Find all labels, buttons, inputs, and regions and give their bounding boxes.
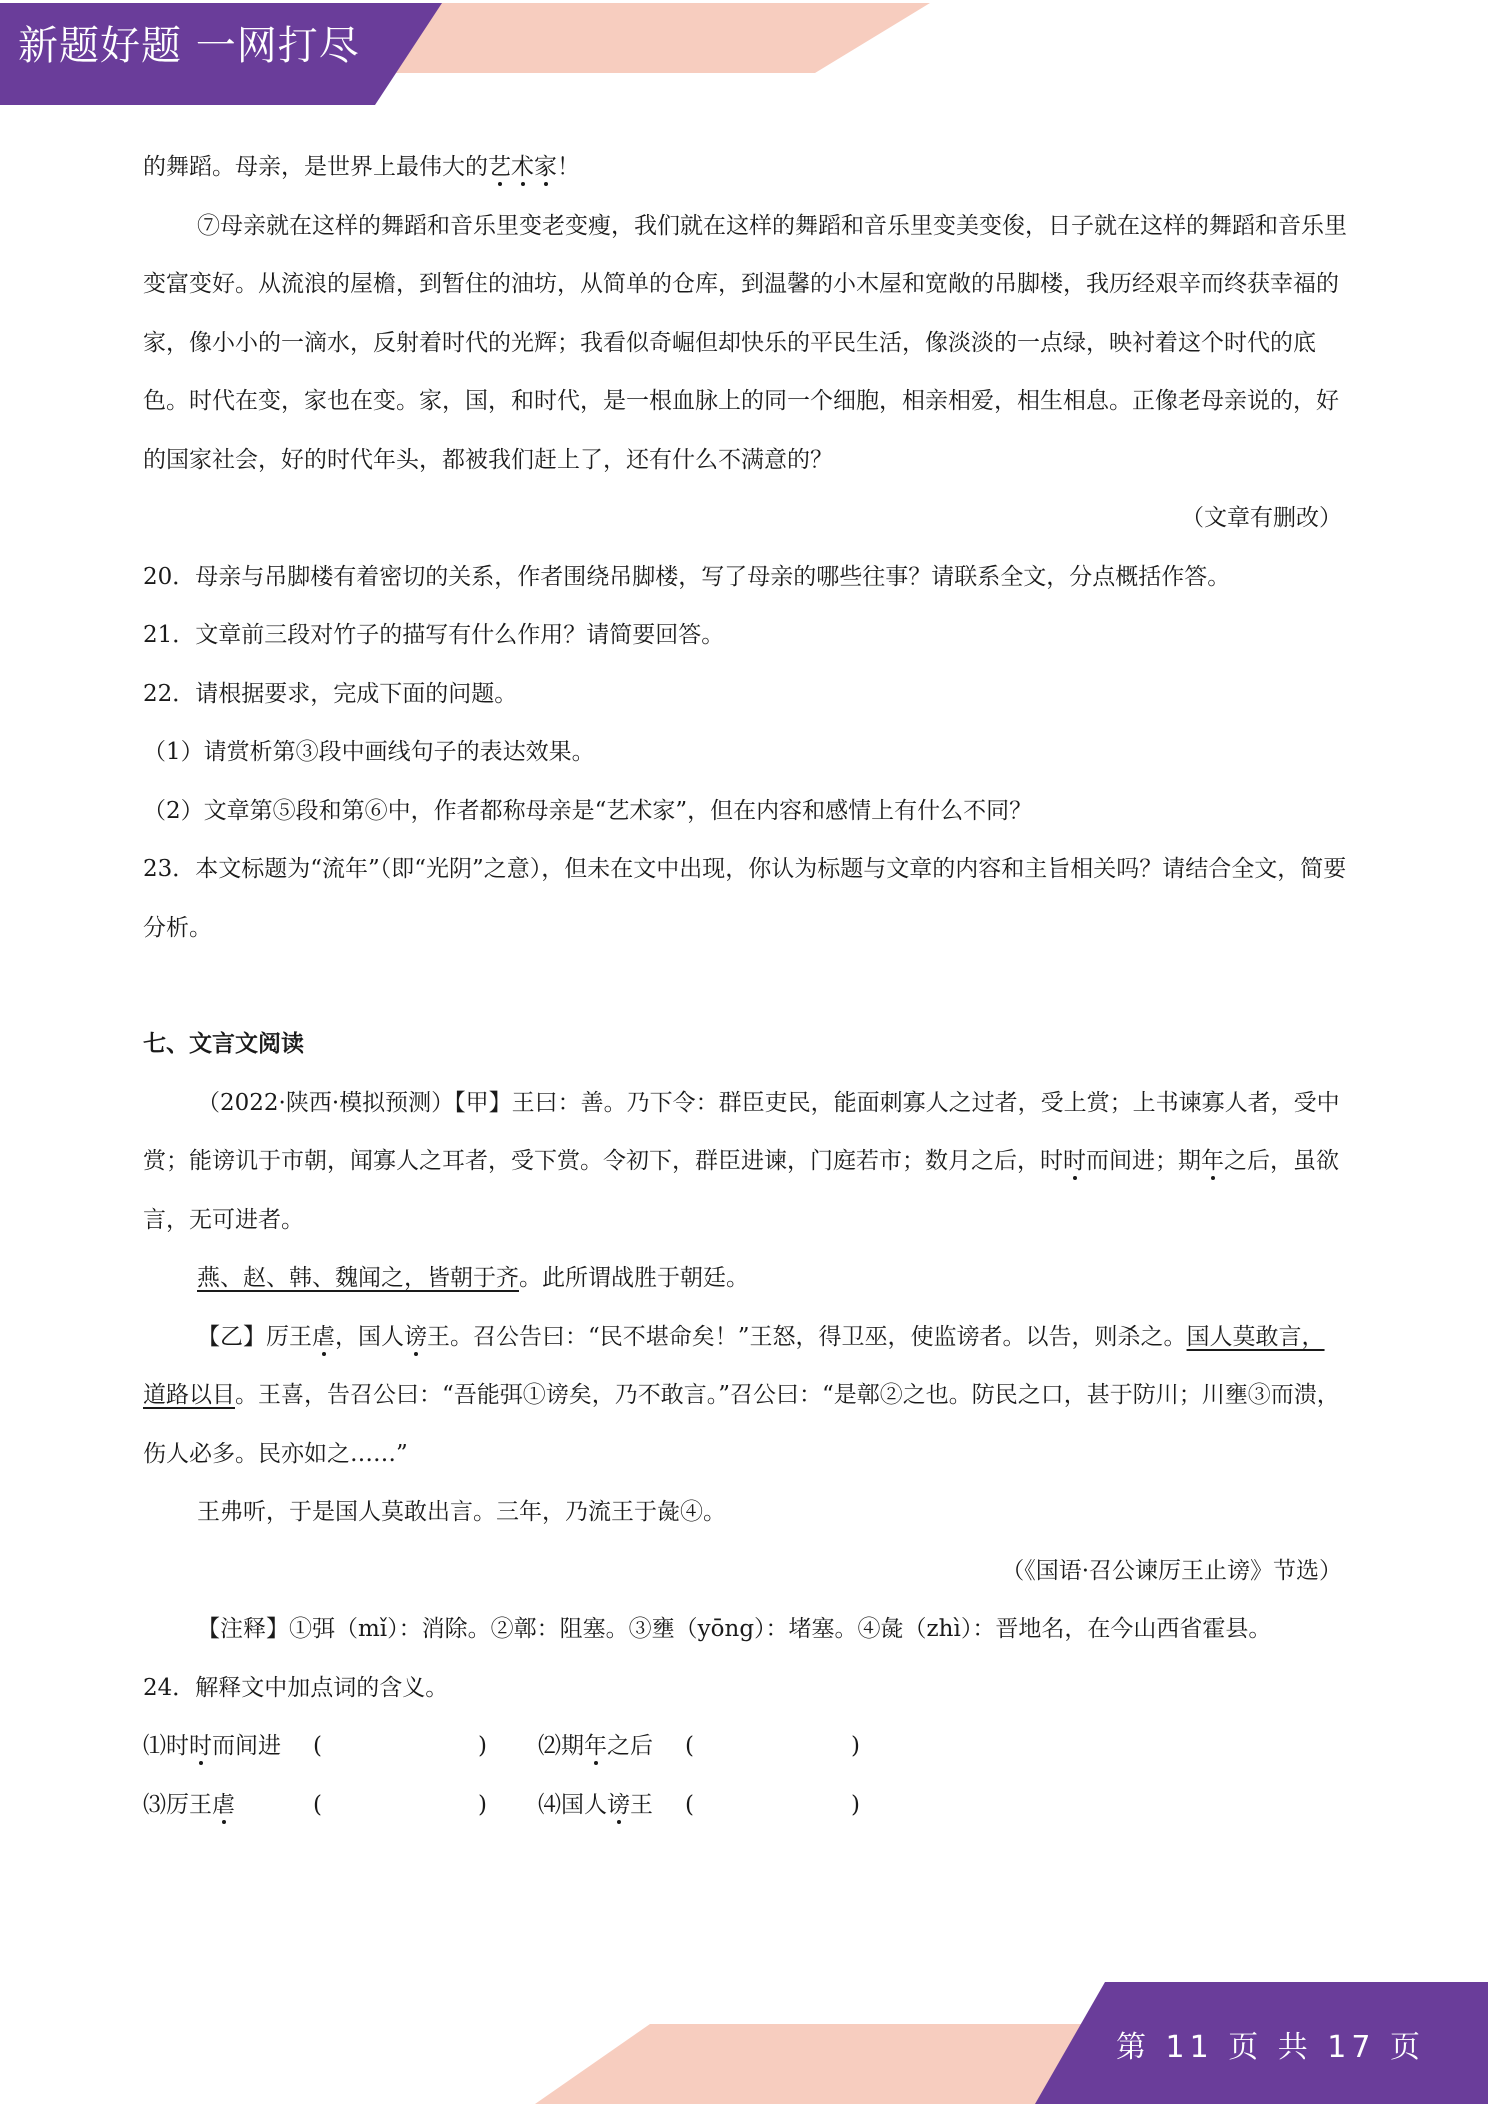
answer-blank-open: ( (313, 1733, 322, 1759)
question-20: 20．母亲与吊脚楼有着密切的关系，作者围绕吊脚楼，写了母亲的哪些往事？请联系全文，分点概括作答。 (143, 563, 1231, 590)
question-22-2: （2）文章第⑤段和第⑥中，作者都称母亲是“艺术家”，但在内容和感情上有什么不同？ (143, 797, 1033, 824)
dotted-char: 虐 (312, 1323, 335, 1350)
paragraph-7: ⑦母亲就在这样的舞蹈和音乐里变老变瘦，我们就在这样的舞蹈和音乐里变美变俊，日子就在这样的舞蹈和音乐里变富变好。从流浪的屋檐，到暂住的油坊，从简单的仓库，到温馨的小木屋和宽敞的吊脚楼，我历经艰辛而终获幸福的家，像小小的一滴水，反射着时代的光辉；我看似奇崛但却快乐的平民生活，像淡淡的一点绿，映衬着这个时代的底色。时代在变，家也在变。家，国，和时代，是一根血脉上的同一个细胞，相亲相爱，相生相息。正像老母亲说的，好的国家社会，好的时代年头，都被我们赶上了，还有什么不满意的？ (143, 212, 1347, 473)
dotted-char: 年 (1201, 1148, 1224, 1174)
section-heading: 七、文言文阅读 (143, 1031, 304, 1057)
paragraph-6-end (143, 138, 1347, 197)
text: （2022·陕西·模拟预测）【甲】王曰：善。乃下令：群臣吏民，能面刺寡人之过者，受上赏；上书谏寡人者，受中赏；能谤讥于市朝，闻寡人之耳者，受下赏。令初下，群臣进谏，门庭若市；数月之后，时 (143, 1089, 1340, 1174)
blank-item-4: ⑷国人谤王 (538, 1791, 653, 1818)
dotted-char: 术 (511, 154, 534, 180)
source-note: （文章有删改） (1181, 505, 1342, 531)
text: ！ (557, 154, 580, 180)
page-content (143, 138, 1347, 1834)
underlined-sentence: 燕、赵、韩、魏闻之，皆朝于齐 (197, 1265, 519, 1291)
question-22: 22．请根据要求，完成下面的问题。 (143, 680, 518, 707)
dotted-word-artist (488, 154, 557, 180)
page-number: 第 11 页 共 17 页 (1115, 2030, 1425, 2065)
text: 之后，虽欲言，无可进者。 (143, 1148, 1339, 1233)
header-title: 新题好题 一网打尽 (18, 23, 360, 69)
question-21: 21．文章前三段对竹子的描写有什么作用？请简要回答。 (143, 622, 725, 648)
answer-blank-open: ( (313, 1791, 322, 1818)
answer-blank-open: ( (685, 1733, 694, 1759)
blank-row-2 (143, 1776, 1347, 1835)
text: 而间进；期 (1086, 1148, 1201, 1174)
question-24: 24．解释文中加点词的含义。 (143, 1674, 449, 1701)
question-23: 23．本文标题为“流年”（即“光阴”之意），但未在文中出现，你认为标题与文章的内容和主旨相关吗？请结合全文，简要分析。 (143, 856, 1347, 941)
dotted-char: 家 (534, 154, 557, 180)
answer-blank-open: ( (685, 1791, 694, 1818)
answer-blank-close: ) (478, 1791, 487, 1818)
answer-blank-close: ) (851, 1733, 860, 1759)
passage-yi (143, 1308, 1347, 1484)
dotted-char: 谤 (404, 1323, 427, 1350)
text: 的舞蹈。母亲，是世界上最伟大的 (143, 154, 488, 180)
text: 。此所谓战胜于朝廷。 (519, 1265, 749, 1291)
passage-yi-last: 王弗听，于是国人莫敢出言。三年，乃流王于彘④。 (197, 1499, 726, 1525)
passage-source: （《国语·召公谏厉王止谤》节选） (1001, 1557, 1342, 1584)
answer-blank-close: ) (851, 1791, 860, 1818)
text: 【乙】厉王 (197, 1323, 312, 1350)
question-22-1: （1）请赏析第③段中画线句子的表达效果。 (143, 739, 595, 765)
text: ，国人 (335, 1323, 404, 1350)
annotations: 【注释】①弭（mǐ）：消除。②鄣：阻塞。③壅（yōng）：堵塞。④彘（zhì）：晋地名，在今山西省霍县。 (197, 1616, 1272, 1642)
answer-blank-close: ) (478, 1733, 487, 1759)
blank-item-2: ⑵期年之后 (538, 1733, 653, 1759)
text: 王。召公告曰：“民不堪命矣！”王怒，得卫巫，使监谤者。以告，则杀之。 (427, 1323, 1187, 1350)
dotted-char: 艺 (488, 154, 511, 180)
underlined-sentence: 国人莫敢言，道路以目 (143, 1323, 1325, 1408)
blank-item-3: ⑶厉王虐 (143, 1791, 235, 1818)
passage-jia-last (143, 1249, 1347, 1308)
dotted-char: 时 (1063, 1148, 1086, 1174)
blank-row-1 (143, 1717, 1347, 1776)
text: 。王喜，告召公曰：“吾能弭①谤矣，乃不敢言。”召公曰：“是鄣②之也。防民之口，甚于防川；川壅③而溃，伤人必多。民亦如之……” (143, 1382, 1340, 1467)
passage-jia (143, 1074, 1347, 1250)
blank-item-1: ⑴时时而间进 (143, 1733, 281, 1759)
